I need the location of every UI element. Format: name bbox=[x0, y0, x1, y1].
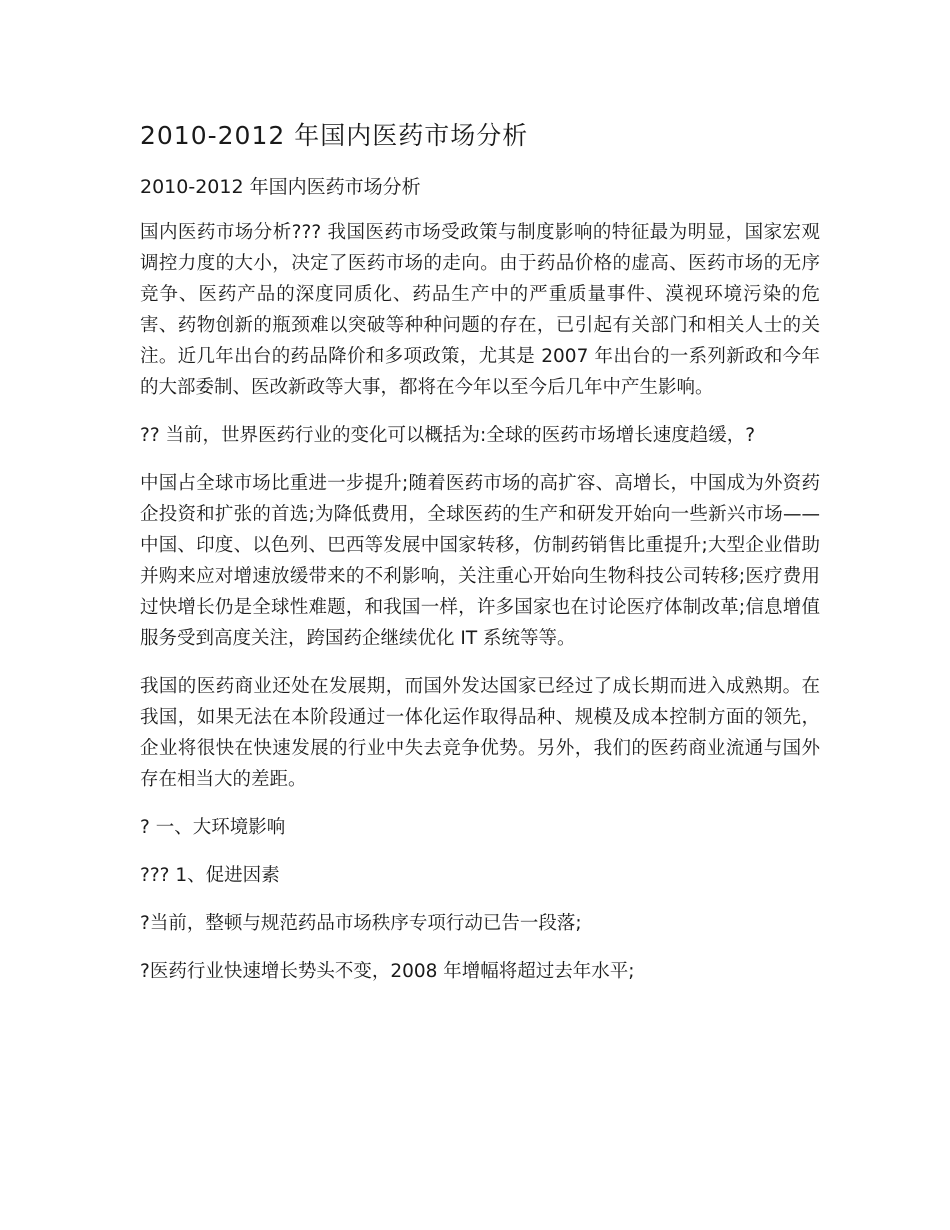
section-heading-environment: ? 一、大环境影响 bbox=[140, 817, 286, 838]
paragraph-market-overview: 国内医药市场分析??? 我国医药市场受政策与制度影响的特征最为明显，国家宏观调控力度的大小，决定了医药市场的走向。由于药品价格的虚高、医药市场的无序竞争、医药产品的深度同质化、药品生产中的严重质量事件、漠视环境污染的危害、药物创新的瓶颈难以突破等种种问题的存在，已引起有关部门和相关人士的关注。近几年出台的药品降价和多项政策，尤其是 2007 年出台的一系列新政和今年的大部委制、医改新政等大事，都将在今年以至今后几年中产生影响。 bbox=[140, 222, 820, 398]
paragraph-china-share: 中国占全球市场比重进一步提升;随着医药市场的高扩容、高增长，中国成为外资药企投资和扩张的首选;为降低费用，全球医药的生产和研发开始向一些新兴市场——中国、印度、以色列、巴西等发展中国家转移，仿制药销售比重提升;大型企业借助并购来应对增速放缓带来的不利影响，关注重心开始向生物科技公司转移;医疗费用过快增长仍是全球性难题，和我国一样，许多国家也在讨论医疗体制改革;信息增值服务受到高度关注，跨国药企继续优化 IT 系统等等。 bbox=[140, 473, 820, 649]
paragraph-global-trend: ?? 当前，世界医药行业的变化可以概括为:全球的医药市场增长速度趋缓，? bbox=[140, 425, 756, 446]
list-item-rectification: ?当前，整顿与规范药品市场秩序专项行动已告一段落; bbox=[140, 913, 582, 934]
document-subtitle: 2010-2012 年国内医药市场分析 bbox=[140, 176, 421, 198]
document-page bbox=[140, 118, 820, 987]
document-title: 2010-2012 年国内医药市场分析 bbox=[140, 121, 529, 150]
subsection-heading-promoting-factors: ??? 1、促进因素 bbox=[140, 865, 280, 886]
list-item-growth: ?医药行业快速增长势头不变，2008 年增幅将超过去年水平; bbox=[140, 961, 635, 982]
paragraph-commerce-stage: 我国的医药商业还处在发展期，而国外发达国家已经过了成长期而进入成熟期。在我国，如果无法在本阶段通过一体化运作取得品种、规模及成本控制方面的领先，企业将很快在快速发展的行业中失去竞争优势。另外，我们的医药商业流通与国外存在相当大的差距。 bbox=[140, 676, 820, 790]
